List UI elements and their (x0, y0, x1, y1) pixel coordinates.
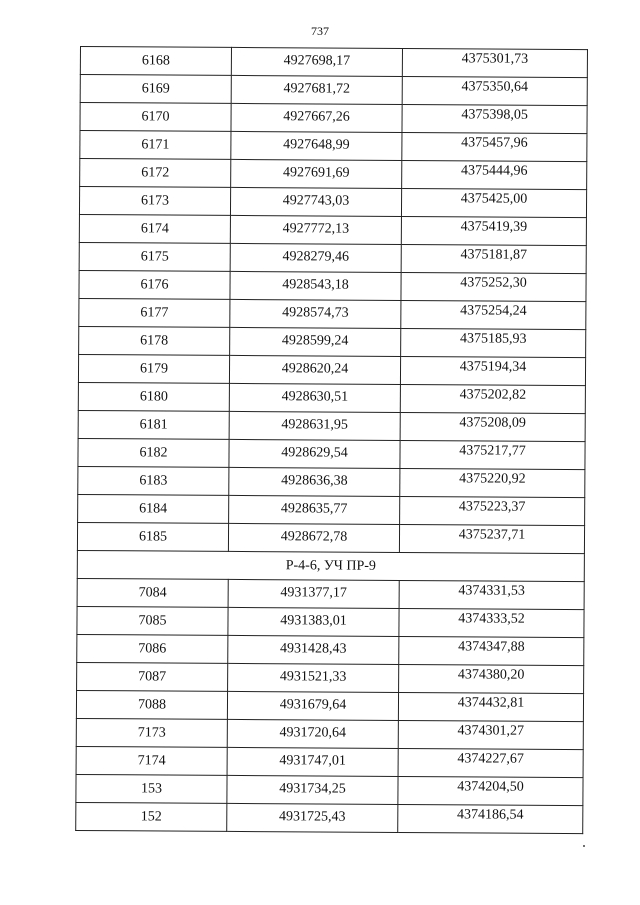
table-row (78, 438, 585, 469)
y-coordinate-cell (398, 692, 583, 721)
table-row (77, 522, 584, 553)
point-number-cell (80, 159, 231, 188)
table-row (78, 494, 585, 525)
point-number-cell (80, 131, 231, 160)
table-row (77, 662, 584, 693)
cell-text: 6176 (140, 276, 169, 293)
cell-text: 4374227,67 (457, 750, 524, 767)
x-coordinate-cell (228, 579, 399, 608)
point-number-cell (77, 634, 228, 663)
cell-text: 4928279,46 (282, 248, 350, 265)
cell-text: 4931383,01 (280, 612, 347, 629)
cell-text: 6177 (140, 304, 169, 321)
x-coordinate-cell (230, 215, 401, 244)
table-row (77, 578, 584, 609)
point-number-cell (76, 774, 227, 803)
cell-text: 4931720,64 (279, 724, 347, 741)
point-number-cell (79, 326, 230, 355)
x-coordinate-cell (227, 719, 398, 748)
page-number: 737 (311, 24, 329, 38)
x-coordinate-cell (231, 103, 402, 132)
cell-text: 4375181,87 (460, 246, 528, 263)
table-row (77, 606, 584, 637)
y-coordinate-cell (401, 188, 586, 217)
cell-text: 4931377,17 (280, 584, 347, 601)
table-body (76, 47, 588, 834)
table-row (80, 75, 587, 106)
cell-text: 4374301,27 (457, 722, 525, 739)
cell-text: 6181 (139, 416, 168, 433)
cell-text: 6170 (141, 108, 170, 125)
coordinates-table (75, 46, 588, 834)
cell-text: 4375254,24 (460, 302, 527, 319)
point-number-cell (79, 242, 230, 271)
table-row (76, 802, 583, 833)
x-coordinate-cell (227, 747, 398, 776)
table-row (79, 270, 586, 301)
cell-text: 7086 (138, 640, 167, 657)
point-number-cell (78, 410, 229, 439)
table-row (77, 634, 584, 665)
x-coordinate-cell (228, 607, 399, 636)
cell-text: 4375220,92 (459, 470, 526, 487)
cell-text: 4374204,50 (457, 778, 524, 795)
cell-text: 4927743,03 (282, 192, 350, 209)
cell-text: 7174 (137, 752, 166, 769)
y-coordinate-cell (398, 720, 583, 749)
cell-text: 4928543,18 (282, 276, 349, 293)
cell-text: 6184 (139, 500, 168, 517)
cell-text: 4931521,33 (279, 668, 347, 685)
table-row (78, 354, 585, 385)
y-coordinate-cell (400, 468, 585, 497)
y-coordinate-cell (398, 748, 583, 777)
cell-text: 4928636,38 (281, 472, 348, 489)
x-coordinate-cell (231, 159, 402, 188)
y-coordinate-cell (398, 804, 583, 833)
cell-text: 4928629,54 (281, 444, 348, 461)
table-row (76, 690, 583, 721)
point-number-cell (77, 578, 228, 607)
cell-text: 4931428,43 (280, 640, 347, 657)
table-row (79, 214, 586, 245)
y-coordinate-cell (402, 132, 587, 161)
cell-text: 4374331,53 (458, 582, 525, 599)
scan-speck (583, 845, 585, 847)
cell-text: 4931725,43 (279, 808, 346, 825)
cell-text: 4927681,72 (283, 80, 351, 97)
cell-text: 4375444,96 (460, 162, 528, 179)
cell-text: 4928574,73 (282, 304, 349, 321)
cell-text: 4375252,30 (460, 274, 527, 291)
point-number-cell (80, 47, 231, 76)
y-coordinate-cell (399, 608, 584, 637)
cell-text: 4927698,17 (283, 52, 351, 69)
x-coordinate-cell (227, 775, 398, 804)
point-number-cell (77, 522, 228, 551)
x-coordinate-cell (230, 271, 401, 300)
table-row (79, 298, 586, 329)
cell-text: 153 (140, 780, 163, 797)
x-coordinate-cell (228, 635, 399, 664)
point-number-cell (76, 718, 227, 747)
cell-text: 7088 (137, 696, 167, 713)
cell-text: 4927667,26 (283, 108, 350, 125)
y-coordinate-cell (400, 412, 585, 441)
y-coordinate-cell (401, 300, 586, 329)
cell-text: 4375457,96 (461, 134, 528, 151)
cell-text: 4375185,93 (459, 330, 527, 347)
cell-text: 4375301,73 (461, 50, 529, 67)
point-number-cell (79, 298, 230, 327)
x-coordinate-cell (229, 439, 400, 468)
cell-text: 7173 (137, 724, 166, 741)
x-coordinate-cell (229, 495, 400, 524)
cell-text: 6185 (138, 528, 168, 545)
x-coordinate-cell (229, 411, 400, 440)
x-coordinate-cell (230, 187, 401, 216)
table-row (79, 326, 586, 357)
x-coordinate-cell (227, 803, 398, 832)
point-number-cell (77, 606, 228, 635)
table-row (76, 718, 583, 749)
cell-text: 6180 (139, 388, 168, 405)
cell-text: 4931734,25 (279, 780, 346, 797)
y-coordinate-cell (402, 76, 587, 105)
point-number-cell (78, 494, 229, 523)
cell-text: 4931747,01 (279, 752, 346, 769)
cell-text: 6169 (141, 80, 170, 97)
table-row (76, 746, 583, 777)
cell-text: 6171 (141, 136, 170, 153)
cell-text: 4375350,64 (461, 78, 529, 95)
cell-text: 4374380,20 (457, 666, 525, 683)
point-number-cell (76, 802, 227, 831)
cell-text: 4375194,34 (459, 358, 527, 375)
cell-text: 4928631,95 (281, 416, 348, 433)
point-number-cell (76, 690, 227, 719)
point-number-cell (78, 382, 229, 411)
point-number-cell (78, 466, 229, 495)
cell-text: 4375202,82 (459, 386, 527, 403)
x-coordinate-cell (230, 243, 401, 272)
cell-text: 6183 (139, 472, 168, 489)
cell-text: 152 (140, 808, 162, 825)
cell-text: 4931679,64 (279, 696, 347, 713)
cell-text: 4375208,09 (459, 414, 527, 431)
y-coordinate-cell (400, 356, 585, 385)
cell-text: 4375425,00 (460, 190, 528, 207)
y-coordinate-cell (402, 160, 587, 189)
cell-text: 4375217,77 (459, 442, 526, 459)
table-row (80, 159, 587, 190)
point-number-cell (77, 662, 228, 691)
cell-text: 6172 (141, 164, 170, 181)
table-row (76, 774, 583, 805)
x-coordinate-cell (229, 467, 400, 496)
y-coordinate-cell (401, 244, 586, 273)
table-row (80, 103, 587, 134)
y-coordinate-cell (401, 328, 586, 357)
y-coordinate-cell (402, 104, 587, 133)
point-number-cell (76, 746, 227, 775)
table-row (79, 187, 586, 218)
cell-text: 7087 (138, 668, 167, 685)
cell-text: 7084 (138, 584, 167, 601)
table-subheading-row (77, 550, 584, 581)
point-number-cell (80, 75, 231, 104)
table-row (78, 410, 585, 441)
point-number-cell (78, 438, 229, 467)
y-coordinate-cell (400, 384, 585, 413)
y-coordinate-cell (399, 580, 584, 609)
table-row (80, 131, 587, 162)
point-number-cell (79, 270, 230, 299)
y-coordinate-cell (401, 272, 586, 301)
cell-text: 4375419,39 (460, 218, 528, 235)
cell-text: 4374432,81 (457, 694, 525, 711)
x-coordinate-cell (230, 327, 401, 356)
cell-text: 4374333,52 (458, 610, 525, 627)
cell-text: 6182 (139, 444, 168, 461)
cell-text: 6173 (141, 192, 170, 209)
cell-text: 6168 (141, 52, 170, 69)
cell-text: 4927772,13 (282, 220, 350, 237)
point-number-cell (78, 354, 229, 383)
cell-text: 7085 (138, 612, 167, 629)
y-coordinate-cell (400, 440, 585, 469)
cell-text: 4375223,37 (458, 498, 526, 515)
cell-text: 4374186,54 (457, 806, 524, 823)
cell-text: 4375398,05 (461, 106, 528, 123)
cell-text: 4375237,71 (458, 526, 526, 543)
cell-text: 4928599,24 (281, 332, 349, 349)
point-number-cell (79, 214, 230, 243)
cell-text: 4927691,69 (282, 164, 350, 181)
cell-text: 6178 (140, 332, 169, 349)
x-coordinate-cell (228, 663, 399, 692)
point-number-cell (80, 103, 231, 132)
cell-text: 4374347,88 (458, 638, 525, 655)
cell-text: 4928630,51 (281, 388, 349, 405)
y-coordinate-cell (402, 48, 587, 77)
table-row (78, 466, 585, 497)
cell-text: 6174 (140, 220, 169, 237)
table-row (80, 47, 587, 78)
point-number-cell (79, 187, 230, 216)
x-coordinate-cell (227, 691, 398, 720)
y-coordinate-cell (399, 664, 584, 693)
x-coordinate-cell (229, 355, 400, 384)
x-coordinate-cell (230, 299, 401, 328)
y-coordinate-cell (401, 216, 586, 245)
x-coordinate-cell (228, 523, 399, 552)
x-coordinate-cell (231, 131, 402, 160)
cell-text: 4928672,78 (280, 528, 348, 545)
cell-text: 6175 (140, 248, 169, 265)
y-coordinate-cell (400, 496, 585, 525)
x-coordinate-cell (231, 75, 402, 104)
x-coordinate-cell (229, 383, 400, 412)
table-subheading: Р-4-6, УЧ ПР-9 (77, 550, 584, 581)
x-coordinate-cell (231, 47, 402, 76)
y-coordinate-cell (399, 636, 584, 665)
y-coordinate-cell (398, 776, 583, 805)
table-row (79, 242, 586, 273)
y-coordinate-cell (399, 524, 584, 553)
cell-text: 4927648,99 (283, 136, 350, 153)
cell-text: 6179 (139, 360, 169, 377)
cell-text: 4928620,24 (281, 360, 349, 377)
cell-text: 4928635,77 (280, 500, 348, 517)
table-row (78, 382, 585, 413)
